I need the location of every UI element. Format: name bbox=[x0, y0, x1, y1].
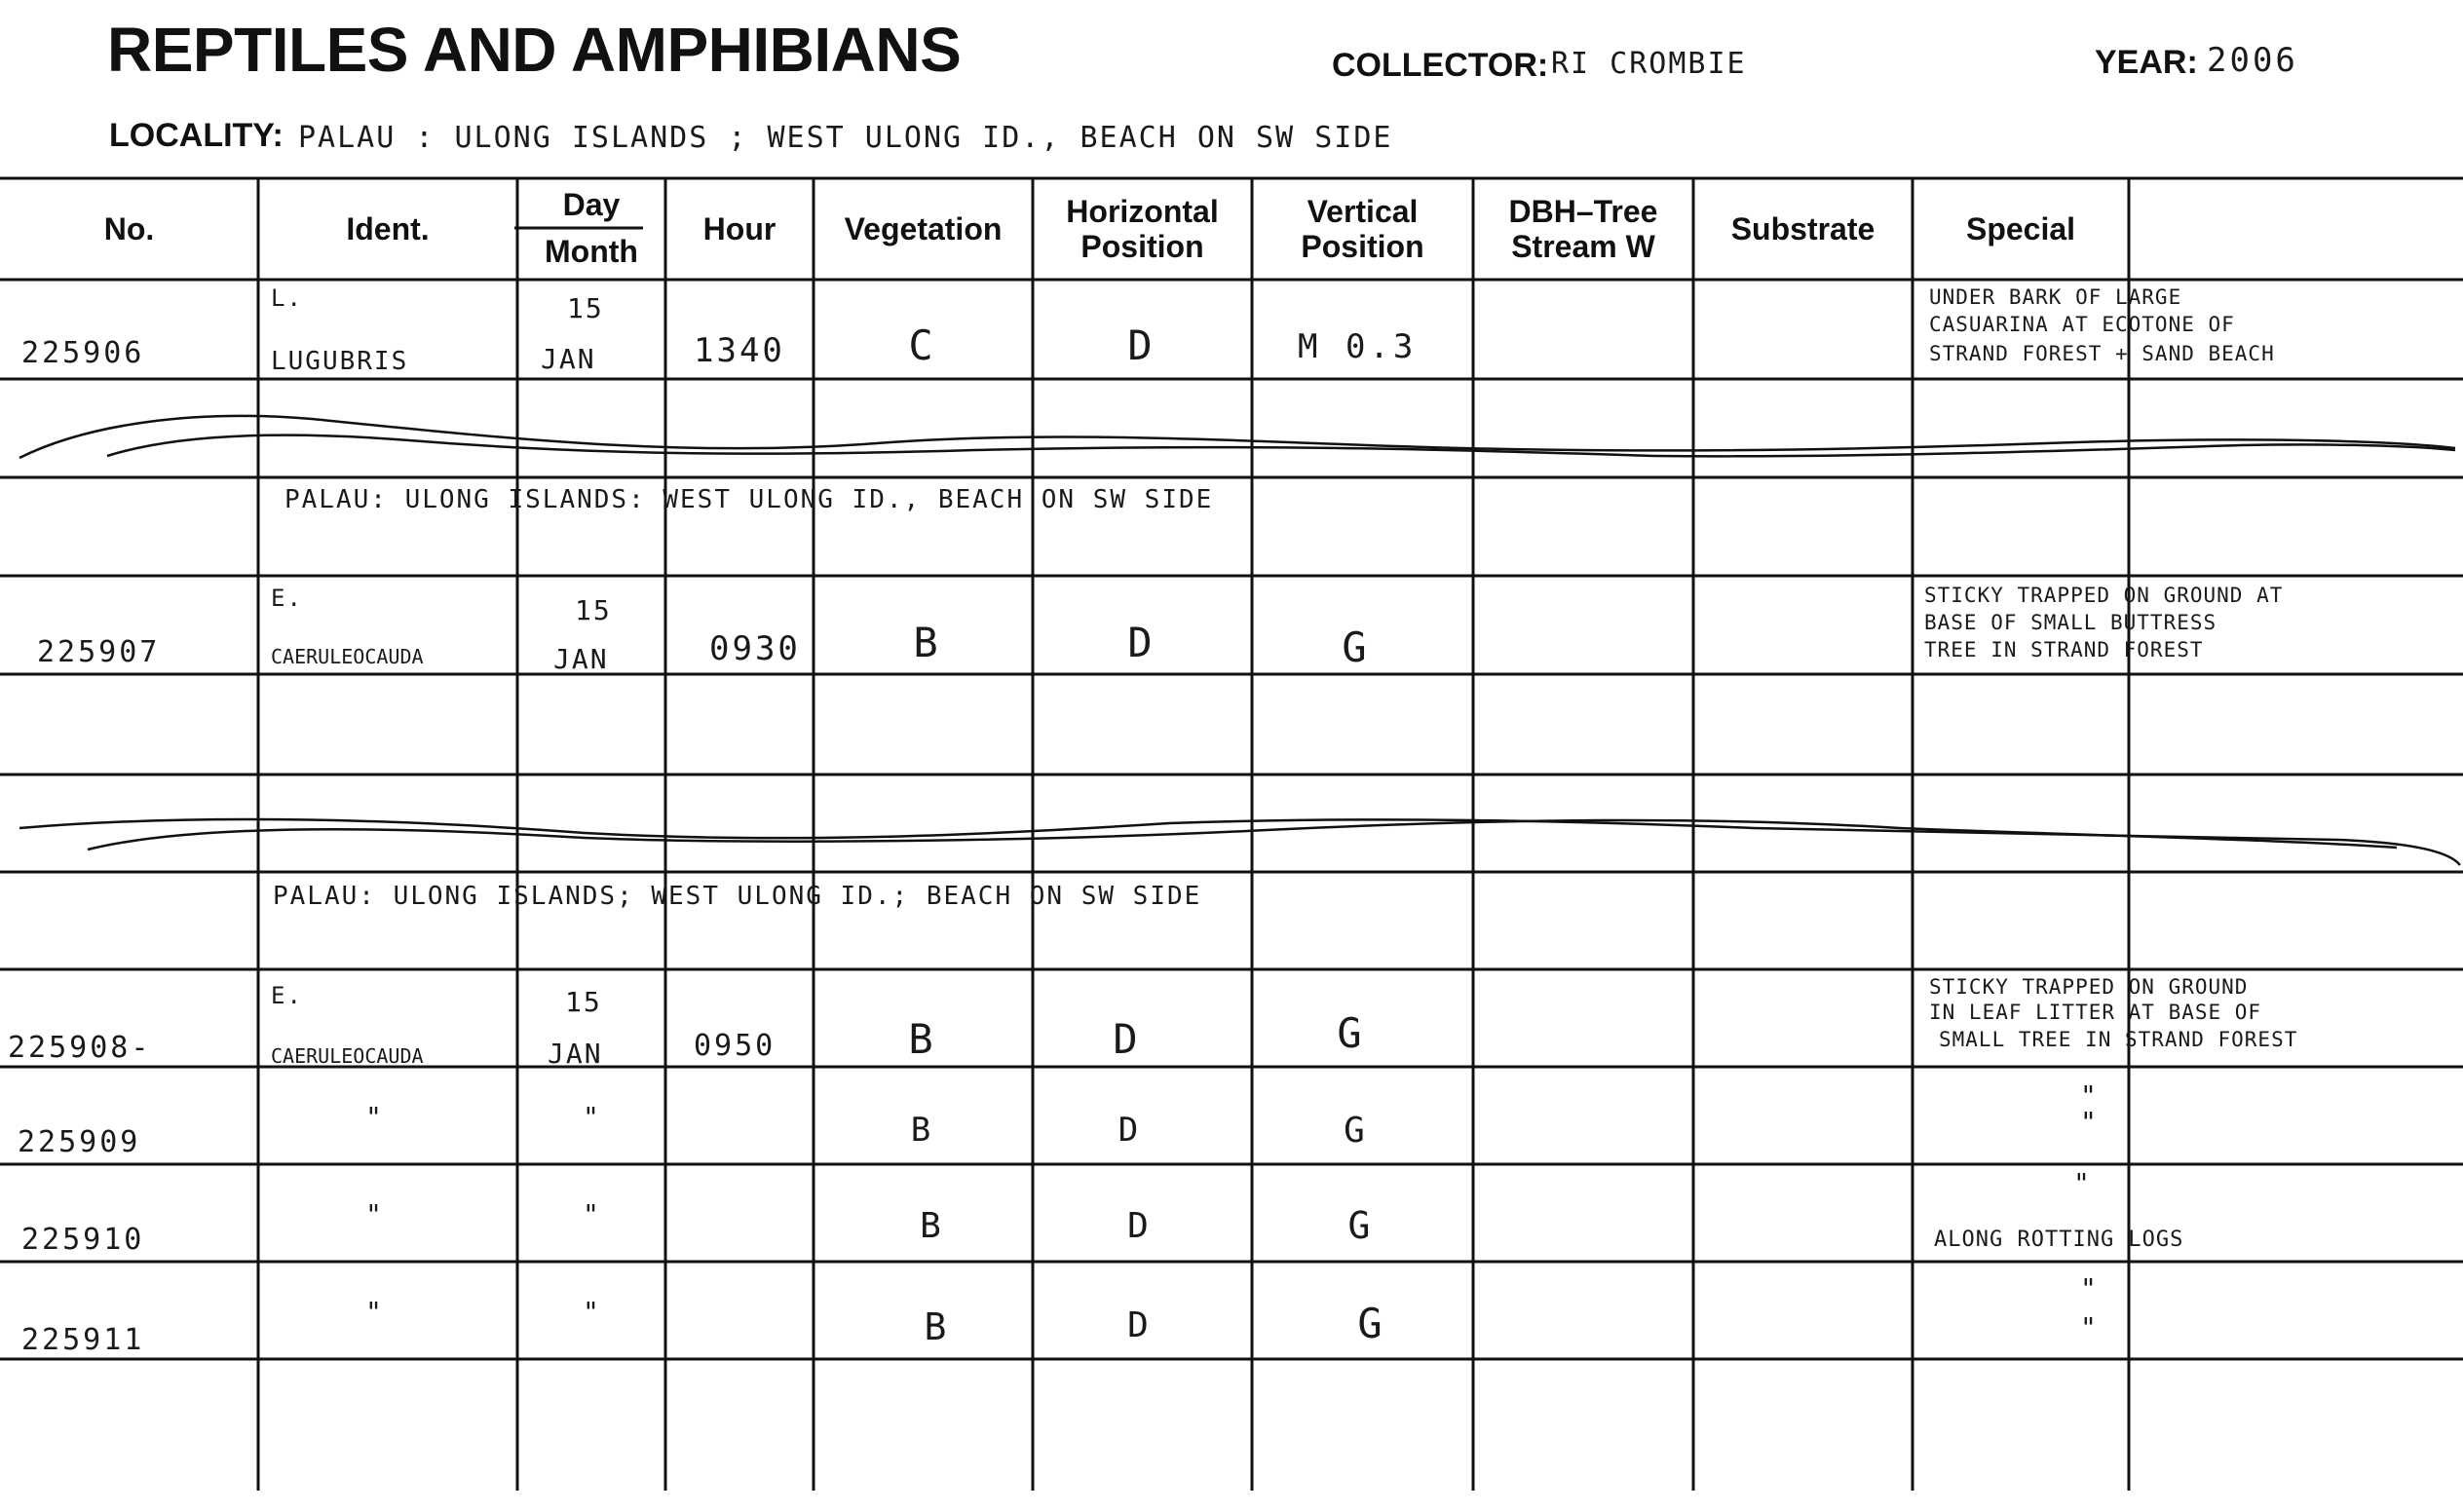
special-note-line-2: IN LEAF LITTER AT BASE OF bbox=[1929, 1001, 2262, 1024]
special-note-line-2: BASE OF SMALL BUTTRESS bbox=[1924, 611, 2217, 634]
horizontal-position-value: D bbox=[1118, 1111, 1139, 1150]
special-ditto-1: " bbox=[2080, 1272, 2099, 1304]
ident-ditto: " bbox=[365, 1101, 384, 1133]
special-note-line-3: TREE IN STRAND FOREST bbox=[1924, 638, 2204, 662]
day-ditto: " bbox=[583, 1101, 601, 1133]
locality-value: PALAU : ULONG ISLANDS ; WEST ULONG ID., BEACH ON SW SIDE bbox=[298, 121, 1393, 155]
specimen-number: 225910 bbox=[21, 1223, 145, 1257]
day-value: 15 bbox=[565, 986, 602, 1018]
horizontal-position-value: D bbox=[1127, 1305, 1149, 1345]
special-ditto-2: " bbox=[2080, 1106, 2099, 1138]
hour-value: 0950 bbox=[694, 1029, 777, 1063]
vertical-position-value: G bbox=[1337, 1009, 1362, 1057]
horizontal-position-value: D bbox=[1127, 1206, 1149, 1246]
month-value: JAN bbox=[541, 343, 596, 375]
special-note-line-1: STICKY TRAPPED ON GROUND bbox=[1929, 975, 2249, 999]
vertical-position-value: G bbox=[1347, 1204, 1371, 1247]
special-ditto-2: " bbox=[2080, 1311, 2099, 1343]
ident-genus: E. bbox=[271, 585, 303, 612]
special-note-line-1: ALONG ROTTING LOGS bbox=[1934, 1228, 2184, 1252]
horizontal-position-value: D bbox=[1127, 619, 1153, 666]
specimen-number: 225909 bbox=[18, 1125, 141, 1159]
vertical-position-value: G bbox=[1344, 1111, 1365, 1151]
vertical-position-value: G bbox=[1357, 1300, 1383, 1347]
special-note-line-1: UNDER BARK OF LARGE bbox=[1929, 285, 2182, 309]
vegetation-value: B bbox=[924, 1305, 947, 1348]
horizontal-position-value: D bbox=[1113, 1015, 1138, 1063]
specimen-number: 225906 bbox=[21, 336, 145, 370]
column-header-no: No. bbox=[103, 211, 155, 246]
collector-label: COLLECTOR: bbox=[1332, 47, 1549, 84]
vegetation-value: B bbox=[910, 1111, 931, 1150]
collector-value: RI CROMBIE bbox=[1551, 47, 1747, 81]
day-ditto: " bbox=[583, 1296, 601, 1328]
specimen-number: 225911 bbox=[21, 1323, 145, 1357]
column-header-vertical-position: Vertical Position bbox=[1301, 194, 1424, 264]
special-note-line-3: SMALL TREE IN STRAND FOREST bbox=[1939, 1028, 2298, 1051]
locality-label: LOCALITY: bbox=[109, 117, 284, 154]
ident-genus: E. bbox=[271, 982, 303, 1009]
column-header-ident: Ident. bbox=[346, 211, 430, 246]
vertical-position-value: G bbox=[1342, 624, 1367, 671]
special-ditto-1: " bbox=[2080, 1079, 2099, 1112]
row-locality-note: PALAU: ULONG ISLANDS; WEST ULONG ID.; BEACH ON SW SIDE bbox=[273, 882, 1202, 911]
specimen-number: 225908- bbox=[8, 1031, 152, 1065]
ident-species: CAERULEOCAUDA bbox=[271, 645, 424, 668]
column-header-substrate: Substrate bbox=[1730, 211, 1876, 246]
ident-ditto: " bbox=[365, 1198, 384, 1230]
column-header-horizontal-position: Horizontal Position bbox=[1066, 194, 1219, 264]
specimen-number: 225907 bbox=[37, 635, 161, 669]
hour-value: 0930 bbox=[709, 629, 801, 668]
column-header-hour: Hour bbox=[702, 211, 777, 246]
row-locality-note: PALAU: ULONG ISLANDS: WEST ULONG ID., BEACH ON SW SIDE bbox=[284, 485, 1214, 514]
ident-species: LUGUBRIS bbox=[271, 347, 409, 376]
month-value: JAN bbox=[548, 1038, 603, 1070]
column-header-day: Day bbox=[562, 187, 621, 222]
vegetation-value: B bbox=[913, 619, 938, 666]
hour-value: 1340 bbox=[694, 331, 785, 370]
special-note-line-3: STRAND FOREST + SAND BEACH bbox=[1929, 342, 2275, 365]
year-value: 2006 bbox=[2207, 41, 2298, 80]
year-label: YEAR: bbox=[2095, 44, 2198, 81]
horizontal-position-value: D bbox=[1127, 321, 1153, 369]
ident-species: CAERULEOCAUDA bbox=[271, 1044, 424, 1068]
special-ditto-1: " bbox=[2073, 1167, 2092, 1199]
day-ditto: " bbox=[583, 1198, 601, 1230]
special-note-line-1: STICKY TRAPPED ON GROUND AT bbox=[1924, 584, 2284, 607]
vegetation-value: B bbox=[908, 1015, 933, 1063]
vegetation-value: B bbox=[920, 1206, 941, 1246]
column-header-dbh-tree: DBH–Tree Stream W bbox=[1508, 194, 1658, 264]
column-header-vegetation: Vegetation bbox=[844, 211, 1003, 246]
column-header-month: Month bbox=[545, 234, 638, 269]
day-value: 15 bbox=[575, 594, 612, 626]
column-header-special: Special bbox=[1965, 211, 2076, 246]
vertical-position-value: M 0.3 bbox=[1298, 327, 1418, 366]
ident-genus: L. bbox=[271, 284, 303, 312]
day-value: 15 bbox=[567, 292, 604, 324]
month-value: JAN bbox=[553, 643, 609, 675]
ident-ditto: " bbox=[365, 1296, 384, 1328]
vegetation-value: C bbox=[908, 321, 933, 369]
special-note-line-2: CASUARINA AT ECOTONE OF bbox=[1929, 313, 2235, 336]
form-title: REPTILES AND AMPHIBIANS bbox=[107, 15, 962, 85]
